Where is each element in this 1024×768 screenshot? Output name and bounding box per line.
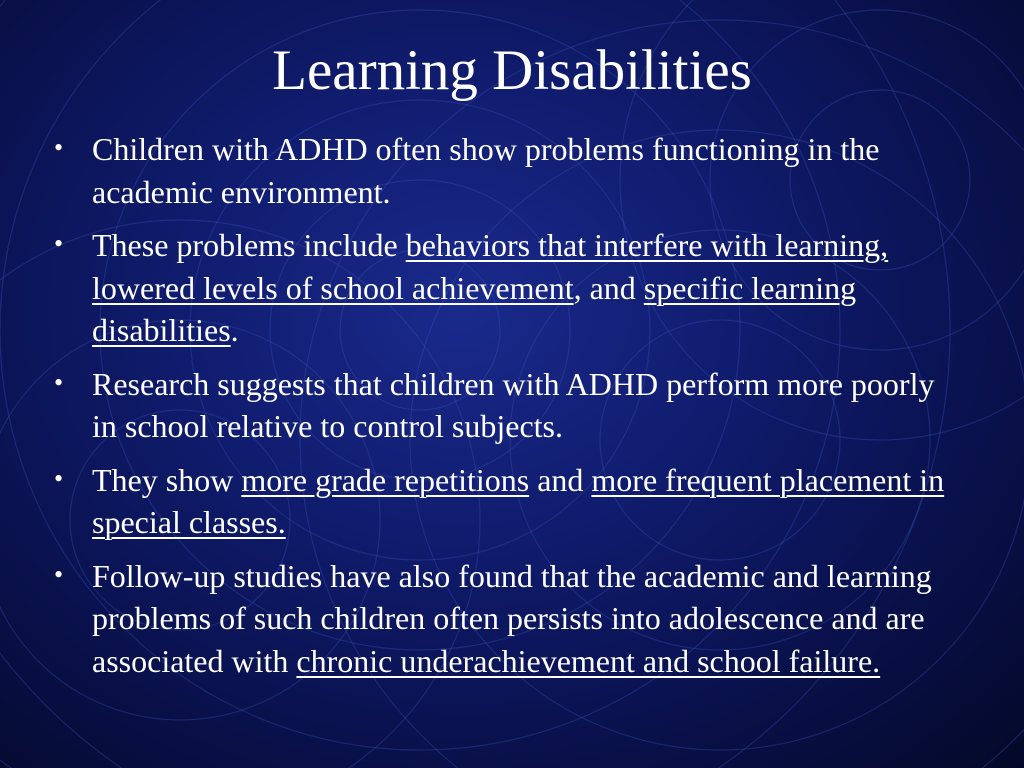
underlined-phrase: more frequent placement in special classes. <box>92 461 945 540</box>
underlined-phrase: more grade repetitions <box>241 461 530 498</box>
underlined-phrase: lowered levels of school achievement <box>92 269 574 306</box>
bullet-item <box>52 224 952 352</box>
bullet-item <box>52 363 952 448</box>
bullet-item <box>52 555 952 683</box>
underlined-phrase: chronic underachievement and school failure. <box>296 642 881 679</box>
bullet-item <box>52 128 952 213</box>
bullet-icon: • <box>54 367 64 397</box>
bullet-text: Follow-up studies have also found that the academic and learning problems of such children often persists into adolescence and are associated with chronic underachievement and school failure. <box>92 557 932 679</box>
bullet-icon: • <box>54 133 64 162</box>
underlined-phrase: behaviors that interfere with learning, <box>405 227 889 263</box>
bullet-icon: • <box>54 463 64 493</box>
bullet-text: These problems include behaviors that interfere with learning, lowered levels of school achievement, and specific learning disabilities. <box>92 227 889 348</box>
bullet-icon: • <box>54 559 64 589</box>
bullet-text: Children with ADHD often show problems functioning in the academic environment. <box>92 131 880 210</box>
bullet-text: They show more grade repetitions and more frequent placement in special classes. <box>92 461 945 540</box>
bullet-text: Research suggests that children with ADHD perform more poorly in school relative to control subjects. <box>92 365 935 444</box>
bullet-list <box>52 128 952 693</box>
bullet-icon: • <box>54 229 64 258</box>
slide-title: Learning Disabilities <box>272 39 752 102</box>
bullet-item <box>52 459 952 544</box>
underlined-phrase: specific learning disabilities <box>92 269 857 348</box>
